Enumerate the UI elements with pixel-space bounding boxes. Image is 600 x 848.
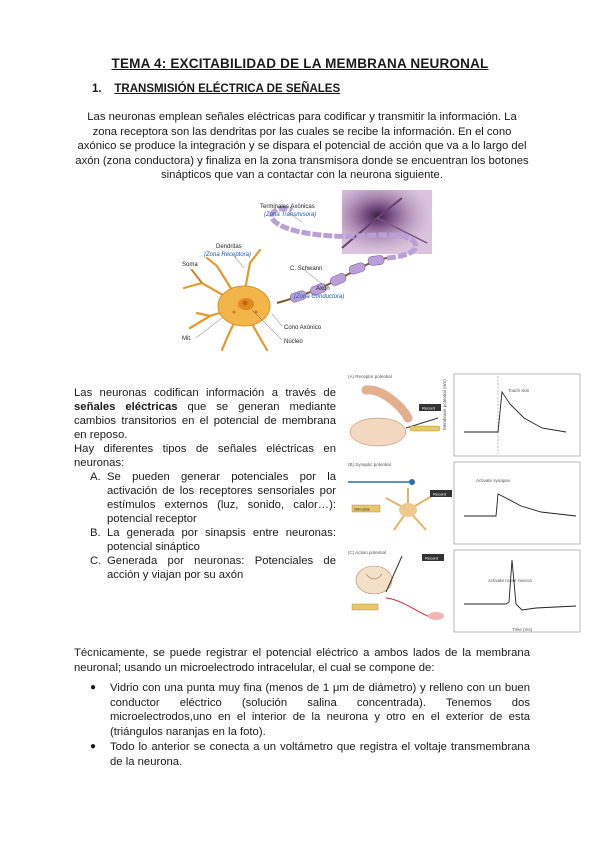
list-letter: C. xyxy=(90,555,102,567)
list-text: Generada por neuronas: Potenciales de acción y viajan por su axón xyxy=(107,555,336,581)
page-title: TEMA 4: EXCITABILIDAD DE LA MEMBRANA NEURONAL xyxy=(111,56,489,71)
neuron-figure xyxy=(172,188,434,354)
micrograph-image xyxy=(342,190,432,254)
section-heading xyxy=(92,83,340,95)
panel-b-annotation: Activate synapse xyxy=(476,478,511,483)
label-zona-transmisora: (Zona Transmisora) xyxy=(264,212,317,218)
label-dendritas: Dendritas xyxy=(216,244,242,250)
list-item xyxy=(90,526,336,554)
label-soma: Soma xyxy=(182,262,198,268)
bullet-text: Vidrio con una punta muy fina (menos de 1 μm de diámetro) y relleno con un buen conductor eléctrico (solución salina concentrada). Tenemos dos microelectrodos,uno en el interior de la neurona y otro en el exterior de esta (triángulos naranjas en la foto). xyxy=(110,682,530,738)
panel-b-stimulate: Stimulate xyxy=(354,507,370,512)
panel-b-label: (B) Synaptic potential xyxy=(348,462,391,467)
signals-paragraph xyxy=(74,386,336,582)
technique-section xyxy=(74,646,530,770)
list-letter: A. xyxy=(90,471,101,483)
list-item xyxy=(90,470,336,526)
bullet-icon: ● xyxy=(90,682,97,693)
panel-a-label: (A) Receptor potential xyxy=(348,374,392,379)
label-zona-conductora: (Zona Conductora) xyxy=(294,294,345,300)
potentials-figure xyxy=(346,370,582,634)
section-title: TRANSMISIÓN ELÉCTRICA DE SEÑALES xyxy=(114,83,341,95)
label-schwann: C. Schwann xyxy=(290,266,323,272)
panel-a-record: Record xyxy=(422,405,435,411)
panel-b-record: Record xyxy=(433,491,446,497)
list-letter: B. xyxy=(90,527,101,539)
list-text: La generada por sinapsis entre neuronas: potencial sináptico xyxy=(107,527,336,553)
signals-types-intro: Hay diferentes tipos de señales eléctricas en neuronas: xyxy=(74,443,336,469)
y-axis-label: Membrane potential (mV) xyxy=(442,379,447,430)
label-zona-receptora: (Zona Receptora) xyxy=(204,252,252,258)
signals-intro-before: Las neuronas codifican información a través de xyxy=(74,387,336,399)
panel-c-record: Record xyxy=(425,555,438,561)
panel-c-annotation: Activate motor neuron xyxy=(488,578,533,583)
bullet-text: Todo lo anterior se conecta a un voltámetro que registra el voltaje transmembrana de la neurona. xyxy=(110,741,530,768)
signals-intro-bold: señales eléctricas xyxy=(74,401,178,413)
label-terminales: Terminales Axónicas xyxy=(260,204,315,210)
label-cono: Cono Axónico xyxy=(284,325,322,331)
signals-intro-after: que se generan mediante cambios transitorios en el potencial de membrana en reposo. xyxy=(74,401,336,441)
technique-paragraph: Técnicamente, se puede registrar el potencial eléctrico a ambos lados de la membrana neuronal; usando un microelectrodo intracelular, el cual se compone de: xyxy=(74,647,530,674)
bullet-icon: ● xyxy=(90,741,97,752)
list-item xyxy=(90,740,530,769)
intro-paragraph: Las neuronas emplean señales eléctricas para codificar y transmitir la información. La zona receptora son las dendritas por las cuales se recibe la información. En el cono axónico se produce la integración y se dispara el potencial de acción que va a lo largo del axón (zona conductora) y finaliza en la zona transmisora donde se encuentran los botones sinápticos que van a contactar con la neurona siguiente. xyxy=(75,111,529,181)
label-nucleo: Núcleo xyxy=(284,339,303,345)
label-mit: Mit. xyxy=(182,336,192,342)
label-axon: Axón xyxy=(316,286,330,292)
signal-types-list xyxy=(74,470,336,582)
panel-c-label: (C) Action potential xyxy=(348,550,387,555)
x-axis-label: Time (ms) xyxy=(512,627,533,632)
list-item xyxy=(90,554,336,582)
section-number: 1. xyxy=(92,83,102,95)
list-item xyxy=(90,681,530,739)
panel-a-annotation: Touch skin xyxy=(508,388,530,393)
bullet-list xyxy=(74,681,530,769)
list-text: Se pueden generar potenciales por la activación de los receptores sensoriales por estímulos externos (luz, sonido, calor…): potencial receptor xyxy=(107,471,336,525)
